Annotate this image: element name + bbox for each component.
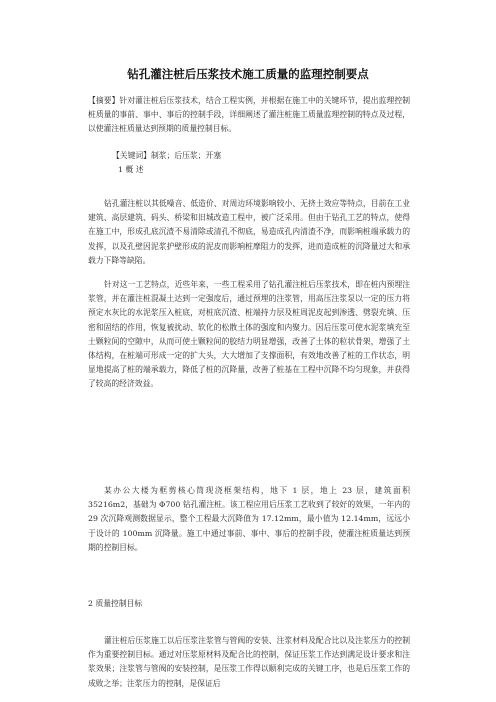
section-1-heading: 1 概 述: [118, 165, 144, 174]
keywords-line: 【关键词】制浆；后压浆；开塞: [112, 151, 222, 160]
paragraph-project-example: 某办公大楼为框剪核心筒现浇框架结构，地下 1 层，地上 23 层，建筑面积 35216m2，基础为 Φ700 钻孔灌注桩。该工程应用后压浆工艺收到了较好的效果，一年内的 29 次沉降观测数据显示，整个工程最大沉降值为 17.12mm，最小值为 12.14mm，远远小于设计的 100mm 沉降量。施工中通过事前、事中、事后的控制手段，使灌注桩质量达到预期的控制目标。: [88, 486, 410, 552]
abstract-paragraph: 【摘要】针对灌注桩后压浆技术，结合工程实例，并根据在施工中的关键环节，提出监理控制桩质量的事前、事中、事后的控制手段，详细阐述了灌注桩施工质量监理控制的特点及过程，以使灌注桩质量达到预期的质量控制目标。: [88, 96, 410, 134]
paragraph-overview-1: 钻孔灌注桩以其低噪音、低造价、对周边环境影响较小、无挤土效应等特点，目前在工业建筑、高层建筑、码头、桥梁和旧城改造工程中，被广泛采用。但由于钻孔工艺的特点，使得在施工中，形成孔底沉渣不易清除或清孔不彻底，易造成孔内清渣不净，而影响桩端承载力的发挥，以及孔壁因泥浆护壁形成的泥皮而影响桩摩阻力的发挥，进而造成桩的沉降量过大和承载力下降等缺陷。: [88, 199, 410, 265]
document-title: 钻孔灌注桩后压浆技术施工质量的监理控制要点: [127, 67, 369, 81]
paragraph-overview-2: 针对这一工艺特点，近些年来，一些工程采用了钻孔灌注桩后压浆技术，即在桩内预埋注浆管，并在灌注桩混凝土达到一定强度后，通过预埋的注浆管，用高压注浆泵以一定的压力将预定水灰比的水泥浆压入桩底，对桩底沉渣、桩端持力层及桩周泥皮起到渗透、劈裂充填、压密和固结的作用，恢复被扰动、软化的松散土体的强度和内聚力。因后压浆可使水泥浆填充至土颗粒间的空隙中，从而可使土颗粒间的胶结力明显增强，改善了土体的粒状骨架，增强了土体结构，在桩端可形成一定的扩大头，大大增加了支撑面积，有效地改善了桩的工作状态，明显地提高了桩的端承载力，降低了桩的沉降量，改善了桩基在工程中沉降不均匀现象，并获得了较高的经济效益。: [88, 280, 410, 389]
section-2-heading: 2 质量控制目标: [88, 599, 143, 608]
paragraph-quality-targets: 灌注桩后压浆施工以后压浆注浆管与管阀的安装、注浆材料及配合比以及注浆压力的控制作为重要控制目标。通过对压浆原材料及配合比的控制，保证压浆工作达到满足设计要求和注浆效果；注浆管与管阀的安装控制，是压浆工作得以顺利完成的关键工序，也是后压浆工作的成败之举；注浆压力的控制，是保证后: [88, 636, 410, 688]
